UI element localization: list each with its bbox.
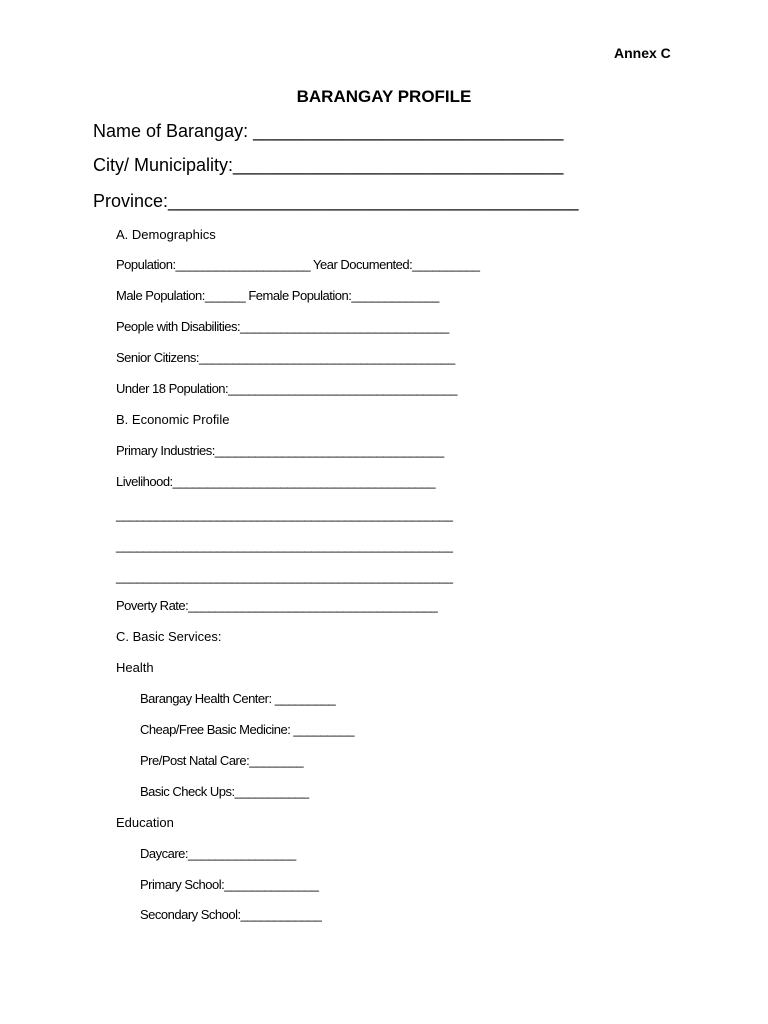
section-c-heading: C. Basic Services: [116,629,222,644]
livelihood-blank-line: __________________________________________________ [116,507,453,522]
basic-medicine-field: Cheap/Free Basic Medicine: _________ [140,722,354,737]
annex-label: Annex C [614,45,671,61]
secondary-school-field: Secondary School:____________ [140,907,322,922]
primary-industries-field: Primary Industries:__________________________________ [116,443,444,458]
disabilities-field: People with Disabilities:_______________________________ [116,319,449,334]
check-ups-field: Basic Check Ups:___________ [140,784,309,799]
health-center-field: Barangay Health Center: _________ [140,691,336,706]
livelihood-field: Livelihood:_______________________________________ [116,474,436,489]
livelihood-blank-line: __________________________________________________ [116,538,453,553]
senior-citizens-field: Senior Citizens:______________________________________ [116,350,455,365]
daycare-field: Daycare:________________ [140,846,296,861]
section-a-heading: A. Demographics [116,227,216,242]
male-female-population-field: Male Population:______ Female Population:_____________ [116,288,439,303]
province-field: Province:_________________________________________ [93,191,579,211]
primary-school-field: Primary School:______________ [140,877,319,892]
natal-care-field: Pre/Post Natal Care:________ [140,753,304,768]
page-title: BARANGAY PROFILE [296,87,472,106]
population-field: Population:____________________ Year Documented:__________ [116,257,480,272]
barangay-name-field: Name of Barangay: _______________________________ [93,121,564,141]
livelihood-blank-line: __________________________________________________ [116,569,453,584]
health-subheading: Health [116,660,154,675]
section-b-heading: B. Economic Profile [116,412,230,427]
city-municipality-field: City/ Municipality:_________________________________ [93,155,564,175]
education-subheading: Education [116,815,174,830]
poverty-rate-field: Poverty Rate:_____________________________________ [116,598,438,613]
under-18-population-field: Under 18 Population:__________________________________ [116,381,457,396]
